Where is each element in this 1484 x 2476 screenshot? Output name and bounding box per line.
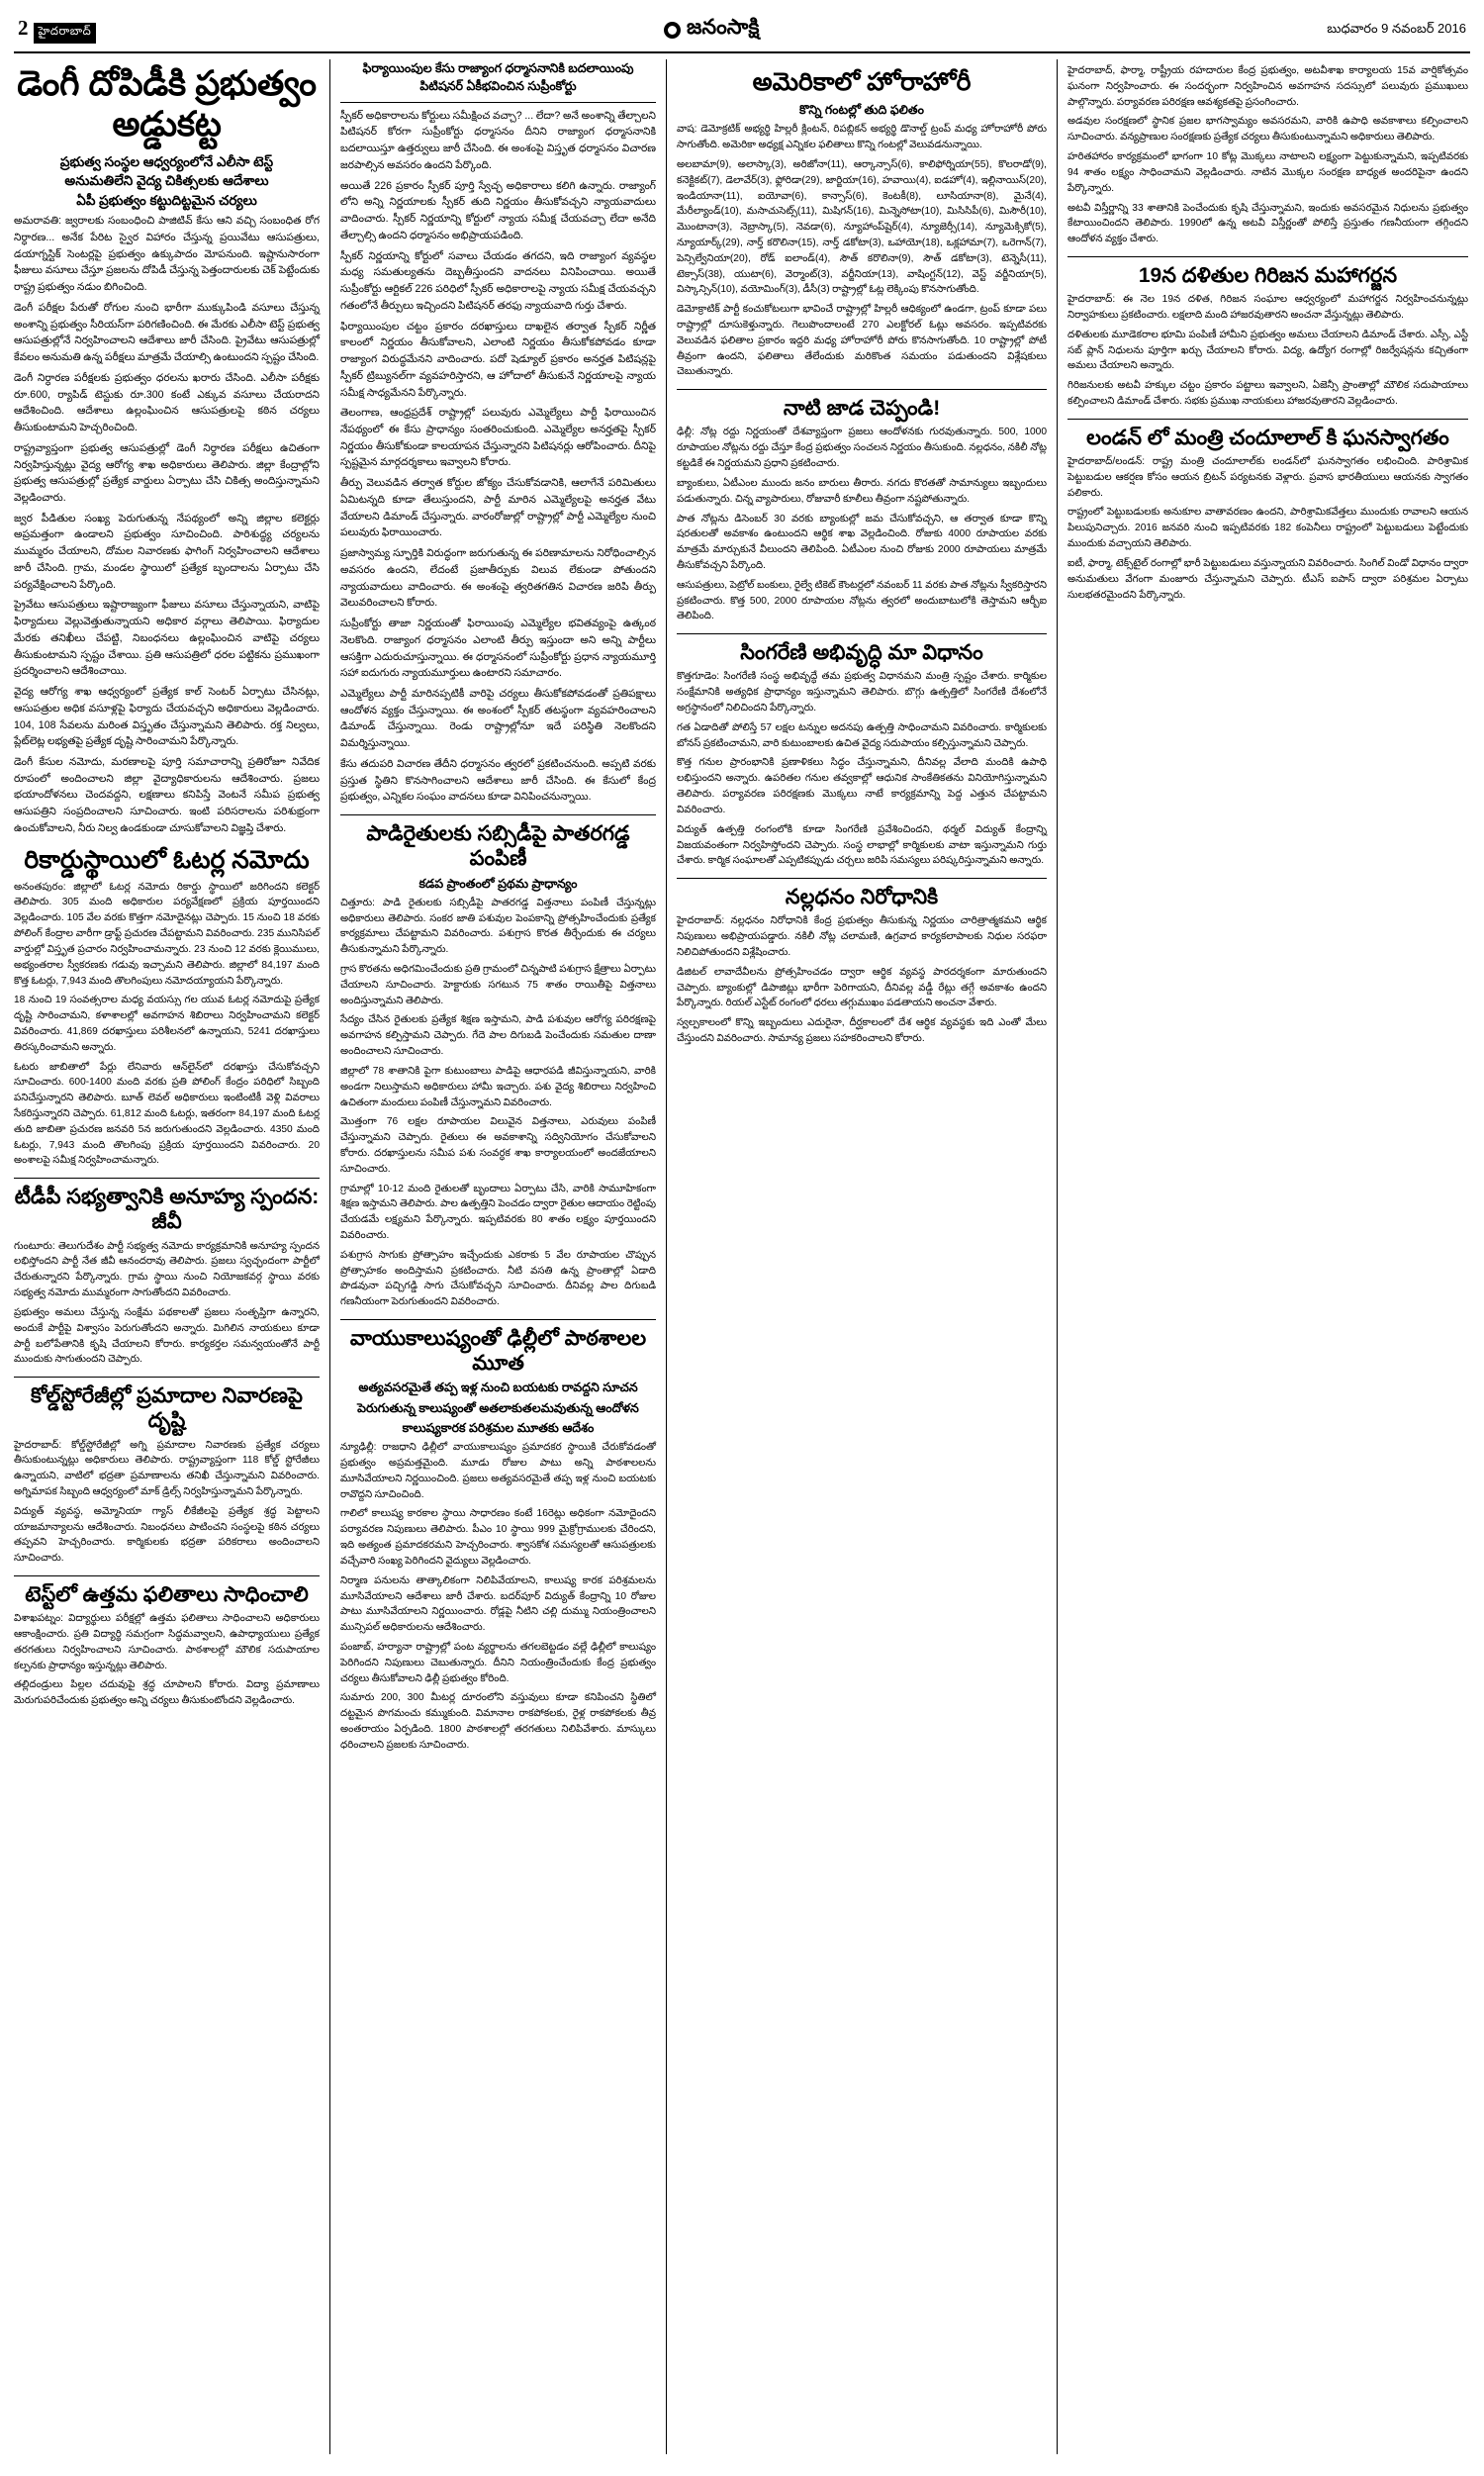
city-badge: హైదరాబాద్ (34, 23, 97, 44)
headline-dairy-farmers: పాడిరైతులకు సబ్సిడీపై పాతరగడ్డ పంపిణీ (366, 822, 630, 871)
article-paragraph: హైదరాబాద్: నల్లధనం నిరోధానికి కేంద్ర ప్రభుత్వం తీసుకున్న నిర్ణయం చారిత్రాత్మకమని ఆర్థిక నిపుణులు అభిప్రాయపడ్డారు. నకిలీ నోట్ల చలామణి, ఉగ్రవాద కార్యకలాపాలకు నిధుల సరఫరా నిలిచిపోతుందని విశ్లేషించారు. (677, 915, 1047, 958)
article-paragraph: దళితులకు మూడెకరాల భూమి పంపిణీ హామీని ప్రభుత్వం అమలు చేయాలని డిమాండ్ చేశారు. ఎస్సీ, ఎస్టీ సబ్ ప్లాన్ నిధులను పూర్తిగా ఖర్చు చేయాలని కోరారు. విద్య, ఉద్యోగ రంగాల్లో రిజర్వేషన్లను కచ్చితంగా అమలు చేయాలని అన్నారు. (1067, 329, 1468, 372)
column-4 (1058, 59, 1468, 2454)
subhead-us-election: కొన్ని గంటల్లో తుది ఫలితం (799, 103, 924, 117)
article-paragraph: మొత్తంగా 76 లక్షల రూపాయల విలువైన విత్తనాలు, ఎరువులు పంపిణీ చేస్తున్నామని చెప్పారు. రైతులు ఈ అవకాశాన్ని సద్వినియోగం చేసుకోవాలని కోరారు. దరఖాస్తులను సమీప పశు సంవర్ధక శాఖ కార్యాలయంలో అందజేయాలని సూచించారు. (340, 1116, 656, 1175)
article-paragraph: గిరిజనులకు అటవీ హక్కుల చట్టం ప్రకారం పట్టాలు ఇవ్వాలని, ఏజెన్సీ ప్రాంతాల్లో మౌలిక సదుపాయాలు కల్పించాలని డిమాండ్ చేశారు. సభకు ప్రముఖ నాయకులు హాజరవుతారని వెల్లడించారు. (1067, 380, 1468, 407)
article-paragraph: డెంగీ కేసుల నమోదు, మరణాలపై పూర్తి సమాచారాన్ని ప్రతిరోజూ నివేదిక రూపంలో అందించాలని జిల్లా వైద్యాధికారులను ఆదేశించారు. ప్రజలు భయాందోళనలు చెందవద్దని, లక్షణాలు కనిపిస్తే వెంటనే సమీప ప్రభుత్వ ఆసుపత్రిని సంప్రదించాలని సూచించారు. ఇంటి పరిసరాలను పరిశుభ్రంగా ఉంచుకోవాలని, నీరు నిల్వ ఉండకుండా చూసుకోవాలని విజ్ఞప్తి చేశారు. (14, 756, 320, 834)
article-paragraph: తెలంగాణ, ఆంధ్రప్రదేశ్ రాష్ట్రాల్లో పలువురు ఎమ్మెల్యేలు పార్టీ ఫిరాయించిన నేపథ్యంలో ఈ కేసు ప్రాధాన్యం సంతరించుకుంది. ఎమ్మెల్యేల అనర్హతపై స్పీకర్ నిర్ణయం తీసుకోకుండా కాలయాపన చేస్తున్నారని పిటిషనర్లు ఆరోపించారు. దీనిపై స్పష్టమైన మార్గదర్శకాలు ఇవ్వాలని కోరారు. (340, 407, 656, 469)
article-paragraph: కొత్తగూడెం: సింగరేణి సంస్థ అభివృద్ధే తమ ప్రభుత్వ విధానమని మంత్రి స్పష్టం చేశారు. కార్మికుల సంక్షేమానికి అత్యధిక ప్రాధాన్యం ఇస్తున్నామని తెలిపారు. బొగ్గు ఉత్పత్తిలో సింగరేణి దేశంలోనే అగ్రస్థానంలో నిలిచిందని పేర్కొన్నారు. (677, 671, 1047, 714)
article-paragraph: గుంటూరు: తెలుగుదేశం పార్టీ సభ్యత్వ నమోదు కార్యక్రమానికి అనూహ్య స్పందన లభిస్తోందని పార్టీ నేత జీవీ ఆనందరావు తెలిపారు. ప్రజలు స్వచ్ఛందంగా పార్టీలో చేరుతున్నారని పేర్కొన్నారు. గ్రామ స్థాయి నుంచి నియోజకవర్గ స్థాయి వరకు సభ్యత్వ నమోదు ముమ్మరంగా సాగుతోందని వివరించారు. (14, 1240, 320, 1299)
section-divider (14, 1178, 320, 1179)
article-paragraph: సేద్యం చేసిన రైతులకు ప్రత్యేక శిక్షణ ఇస్తామని, పాడి పశువుల ఆరోగ్య పరిరక్షణపై అవగాహన కల్పిస్తామని చెప్పారు. గేదె పాల దిగుబడి పెంచేందుకు సమతుల దాణా అందించాలని సూచించారు. (340, 1014, 656, 1058)
headline-blackmoney: నల్లధనం నిరోధానికి (785, 886, 939, 909)
logo-icon (664, 22, 681, 39)
article-paragraph: రాష్ట్రంలో పెట్టుబడులకు అనుకూల వాతావరణం ఉందని, పారిశ్రామికవేత్తలు ముందుకు రావాలని ఆయన పిలుపునిచ్చారు. 2016 జనవరి నుంచి ఇప్పటివరకు 182 కంపెనీలు రాష్ట్రంలో పెట్టుబడులు పెట్టేందుకు ముందుకు వచ్చాయని తెలిపారు. (1067, 507, 1468, 550)
article-paragraph: వైద్య ఆరోగ్య శాఖ ఆధ్వర్యంలో ప్రత్యేక కాల్ సెంటర్ ఏర్పాటు చేసినట్లు, ఆసుపత్రుల అధిక వసూళ్లపై ఫిర్యాదు చేయవచ్చని అధికారులు వెల్లడించారు. 104, 108 సేవలను మరింత విస్తృతం చేస్తున్నామని తెలిపారు. రక్త నిల్వలు, ప్లేట్‌లెట్ల లభ్యతపై ప్రత్యేక దృష్టి సారించామని పేర్కొన్నారు. (14, 686, 320, 748)
article-paragraph: జిల్లాలో 78 శాతానికి పైగా కుటుంబాలు పాడిపై ఆధారపడి జీవిస్తున్నాయని, వారికి అండగా నిలుస్తామని అధికారులు హామీ ఇచ్చారు. పశు వైద్య శిబిరాలు నిర్వహించి ఉచితంగా మందులు పంపిణీ చేస్తున్నామని వివరించారు. (340, 1065, 656, 1108)
article-paragraph: తల్లిదండ్రులు పిల్లల చదువుపై శ్రద్ధ చూపాలని కోరారు. విద్యా ప్రమాణాలు మెరుగుపరిచేందుకు ప్రభుత్వం అన్ని చర్యలు తీసుకుంటోందని వెల్లడించారు. (14, 1679, 320, 1707)
section-divider (1067, 256, 1468, 257)
column-3 (667, 59, 1058, 2454)
headline-coldstorage: కోల్డ్‌స్టోరేజీల్లో ప్రమాదాల నివారణపై దృష్టి (31, 1384, 303, 1433)
page-number: 2 (18, 16, 29, 40)
article-paragraph: గ్రాస కొరతను అధిగమించేందుకు ప్రతి గ్రామంలో చిన్నపాటి పశుగ్రాస క్షేత్రాలు ఏర్పాటు చేయాలని సూచించారు. హెక్టారుకు సగటున 75 శాతం రాయితీపై విత్తనాలు అందిస్తున్నామని తెలిపారు. (340, 964, 656, 1006)
article-paragraph: కొత్త గనుల ప్రారంభానికి ప్రణాళికలు సిద్ధం చేస్తున్నామని, దీనివల్ల వేలాది మందికి ఉపాధి లభిస్తుందని అన్నారు. ఉపరితల గనుల తవ్వకాల్లో ఆధునిక సాంకేతికతను వినియోగిస్తున్నామని తెలిపారు. పర్యావరణ పరిరక్షణకు మొక్కలు నాటే కార్యక్రమాన్ని పెద్ద ఎత్తున చేపట్టామని వివరించారు. (677, 757, 1047, 815)
section-divider (340, 1319, 656, 1320)
article-paragraph: ఆసుపత్రులు, పెట్రోల్ బంకులు, రైల్వే టికెట్ కౌంటర్లలో నవంబర్ 11 వరకు పాత నోట్లను స్వీకరిస్తారని ప్రకటించారు. కొత్త 500, 2000 రూపాయల నోట్లను త్వరలో అందుబాటులోకి తెస్తామని ఆర్బీఐ తెలిపింది. (677, 579, 1047, 622)
subhead-pollution-3: కాలుష్యకారక పరిశ్రమల మూతకు ఆదేశం (402, 1420, 595, 1435)
article-paragraph-states-list: అలబామా(9), అలాస్కా(3), అరిజోనా(11), ఆర్కాన్సాస్(6), కాలిఫోర్నియా(55), కొలరాడో(9), కనెక్టికట్(7), డెలావేర్(3), ఫ్లోరిడా(29), జార్జియా(16), హవాయి(4), ఐడహో(4), ఇల్లినాయిస్(20), ఇండియానా(11), ఐయోవా(6), కాన్సాస్(6), కెంటకీ(8), లూసియానా(8), మైనే(4), మేరీల్యాండ్(10), మసాచుసెట్స్(11), మిషిగన్(16), మిన్నెసోటా(10), మిసిసిపీ(6), మిసౌరీ(10), మొంటానా(3), నెబ్రాస్కా(5), నెవడా(6), న్యూహాంప్‌షైర్(4), న్యూజెర్సీ(14), న్యూమెక్సికో(5), న్యూయార్క్(29), నార్త్ కరొలినా(15), నార్త్ డకోటా(3), ఒహాయో(18), ఒక్లహామా(7), ఒరెగాన్(7), పెన్సిల్వేనియా(20), రోడ్ ఐలాండ్(4), సౌత్ కరొలినా(9), సౌత్ డకోటా(3), టెన్నెసీ(11), టెక్సాస్(38), యుటా(6), వెర్మాంట్(3), వర్జీనియా(13), వాషింగ్టన్(12), వెస్ట్ వర్జీనియా(5), విస్కాన్సిన్(10), వయోమింగ్(3), డీసీ(3) రాష్ట్రాల్లో ఓట్ల లెక్కింపు కొనసాగుతోంది. (677, 158, 1047, 296)
subhead-pollution-2: పెరుగుతున్న కాలుష్యంతో అతలాకుతలమవుతున్న ఆందోళన (357, 1400, 639, 1415)
article-paragraph: ప్రభుత్వం అమలు చేస్తున్న సంక్షేమ పథకాలతో ప్రజలు సంతృప్తిగా ఉన్నారని, అందుకే పార్టీపై విశ్వాసం పెరుగుతోందని అన్నారు. మిగిలిన నాయకులు కూడా పార్టీ బలోపేతానికి కృషి చేయాలని కోరారు. కార్యకర్తల సమన్వయంతోనే పార్టీ ముందుకు సాగుతుందని చెప్పారు. (14, 1306, 320, 1366)
section-divider (677, 633, 1047, 634)
masthead (14, 10, 1470, 49)
article-paragraph: తీర్పు వెలువడిన తర్వాత కోర్టుల జోక్యం చేసుకోవడానికి, ఆలాగేనే పరిమితులు ఏమిటన్నది కూడా తేలుస్తుందని, పార్టీ మారిన ఎమ్మెల్యేలపై అనర్హత వేటు వేయాలని డిమాండ్ చేస్తున్నారు. వారంరోజుల్లో రాష్ట్రాల్లో పార్టీ ఎమ్మెల్యేల నుంచి పలువురు ఫిరాయించారు. (340, 477, 656, 539)
headline-us-election: అమెరికాలో హోరాహోరీ (752, 68, 972, 96)
kicker-petitioner: పిటిషనర్ ఏకీభవించిన సుప్రీంకోర్టు (419, 78, 577, 93)
section-divider (14, 1377, 320, 1378)
article-paragraph: ఫిర్యాయింపుల చట్టం ప్రకారం దరఖాస్తులు దాఖలైన తర్వాత స్పీకర్ నిర్ణీత కాలంలో నిర్ణయం తీసుకోవాలని, ఎలాంటి నిర్ణయం తీసుకోకపోవడం కూడా రాజ్యాంగ విరుద్ధమేనని వాదించారు. పదో షెడ్యూల్ ప్రకారం అనర్హత పిటిషన్లపై స్పీకర్ ట్రిబ్యునల్‌గా వ్యవహరిస్తారని, ఆ హోదాలో తీసుకునే నిర్ణయాలపై న్యాయ సమీక్ష సాధ్యమేనని పేర్కొన్నారు. (340, 320, 656, 399)
masthead-divider (14, 51, 1470, 53)
article-paragraph: అడవుల సంరక్షణలో స్థానిక ప్రజల భాగస్వామ్యం అవసరమని, వారికి ఉపాధి అవకాశాలు కల్పించాలని సూచించారు. వన్యప్రాణుల సంరక్షణకు ప్రత్యేక చర్యలు తీసుకుంటున్నామని అధికారులు తెలిపారు. (1067, 116, 1468, 143)
article-paragraph: డెంగీ నిర్ధారణ పరీక్షలకు ప్రభుత్వం ధరలను ఖరారు చేసింది. ఎలీసా పరీక్షకు రూ.600, ర్యాపిడ్ టెస్టుకు రూ.300 కంటే ఎక్కువ వసూలు చేయరాదని ఆదేశించింది. ఆదేశాలు ఉల్లంఘించిన ఆసుపత్రులపై కఠిన చర్యలు తీసుకుంటామని హెచ్చరించింది. (14, 371, 320, 434)
masthead-title-group (664, 16, 759, 45)
article-paragraph: పశుగ్రాస సాగుకు ప్రోత్సాహం ఇచ్చేందుకు ఎకరాకు 5 వేల రూపాయల చొప్పున ప్రోత్సాహకం అందిస్తామని ప్రకటించారు. నీటి వసతి ఉన్న ప్రాంతాల్లో ఏడాది పొడవునా పచ్చిగడ్డి సాగు చేసుకోవచ్చని సూచించారు. దీనివల్ల పాల దిగుబడి గణనీయంగా పెరుగుతుందని వివరించారు. (340, 1249, 656, 1308)
headline-tdp-membership: టీడీపీ సభ్యత్వానికి అనూహ్య స్పందన: జీవీ (14, 1186, 320, 1234)
section-divider (677, 878, 1047, 879)
article-paragraph: హైదరాబాద్, ఫార్మా, రాష్ట్రీయ రహదారుల కేంద్ర ప్రభుత్వం, అటవీశాఖ కార్యాలయ 15వ వార్షికోత్సవం ఘనంగా నిర్వహించారు. ఈ సందర్భంగా నిర్వహించిన అవగాహన సదస్సులో పలువురు ప్రముఖులు పాల్గొన్నారు. పర్యావరణ పరిరక్షణ ఆవశ్యకతపై ప్రసంగించారు. (1067, 65, 1468, 108)
article-paragraph: నిర్మాణ పనులను తాత్కాలికంగా నిలిపివేయాలని, కాలుష్య కారక పరిశ్రమలను మూసివేయాలని ఆదేశాలు జారీ చేశారు. బదర్‌పూర్ విద్యుత్ కేంద్రాన్ని 10 రోజుల పాటు మూసివేయాలని నిర్ణయించారు. రోడ్లపై నీటిని చల్లి దుమ్ము నియంత్రించాలని మున్సిపల్ అధికారులను ఆదేశించారు. (340, 1574, 656, 1634)
lead-headline: డెంగీ దోపిడీకి ప్రభుత్వం అడ్డుకట్ట (17, 64, 317, 144)
article-paragraph: సుమారు 200, 300 మీటర్ల దూరంలోని వస్తువులు కూడా కనిపించని స్థితిలో దట్టమైన పొగమంచు కమ్ముకుంది. విమానాల రాకపోకలకు, రైళ్ల రాకపోకలకు తీవ్ర అంతరాయం ఏర్పడింది. 1800 పాఠశాలల్లో తరగతులు నిలిపివేశారు. మాస్కులు ధరించాలని ప్రజలకు సూచించారు. (340, 1692, 656, 1751)
kicker-defection-case: ఫిర్యాయింపుల కేసు రాజ్యాంగ ధర్మాసనానికి బదలాయింపు (362, 61, 634, 75)
article-paragraph: ప్రజాస్వామ్య స్ఫూర్తికి విరుద్ధంగా జరుగుతున్న ఈ పరిణామాలను నిరోధించాల్సిన అవసరం ఉందని, లేదంటే ప్రజాతీర్పుకు విలువ లేకుండా పోతుందని న్యాయవాదులు వాదించారు. ఈ అంశంపై త్వరితగతిన విచారణ జరిపి తీర్పు వెలువరించాలని కోరారు. (340, 547, 656, 610)
article-paragraph: సుప్రీంకోర్టు తాజా నిర్ణయంతో ఫిరాయింపు ఎమ్మెల్యేల భవితవ్యంపై ఉత్కంఠ నెలకొంది. రాజ్యాంగ ధర్మాసనం ఎలాంటి తీర్పు ఇస్తుందా అని అన్ని పార్టీలు ఆసక్తిగా ఎదురుచూస్తున్నాయి. ఈ ధర్మాసనంలో సుప్రీంకోర్టు ప్రధాన న్యాయమూర్తి సహా ఐదుగురు న్యాయమూర్తులు ఉంటారని సమాచారం. (340, 618, 656, 680)
headline-dalit-rally: 19న దళితుల గిరిజన మహాగర్జన (1138, 263, 1398, 287)
article-paragraph: విద్యుత్ వ్యవస్థ, అమ్మోనియా గ్యాస్ లీకేజీలపై ప్రత్యేక శ్రద్ధ పెట్టాలని యాజమాన్యాలను ఆదేశించారు. నిబంధనలు పాటించని సంస్థలపై కఠిన చర్యలు తప్పవని హెచ్చరించారు. కార్మికులకు భద్రతా పరికరాలు అందించాలని సూచించారు. (14, 1505, 320, 1565)
columns-container (14, 59, 1470, 2454)
section-divider (1067, 419, 1468, 420)
article-paragraph: ఎమ్మెల్యేలు పార్టీ మారినప్పటికీ వారిపై చర్యలు తీసుకోకపోవడంతో ప్రతిపక్షాలు ఆందోళన వ్యక్తం చేస్తున్నాయి. ఈ అంశంలో స్పీకర్ తటస్థంగా వ్యవహరించాలని డిమాండ్ చేస్తున్నాయి. రెండు రాష్ట్రాల్లోనూ ఇదే పరిస్థితి నెలకొందని విమర్శిస్తున్నాయి. (340, 687, 656, 750)
article-paragraph: హైదరాబాద్/లండన్: రాష్ట్ర మంత్రి చందూలాల్‌కు లండన్‌లో ఘనస్వాగతం లభించింది. పారిశ్రామిక పెట్టుబడుల ఆకర్షణ కోసం ఆయన బ్రిటన్ పర్యటనకు వెళ్లారు. ప్రవాస భారతీయులు ఆయనకు స్వాగతం పలికారు. (1067, 456, 1468, 499)
article-paragraph: జ్వర పీడితుల సంఖ్య పెరుగుతున్న నేపథ్యంలో అన్ని జిల్లాల కలెక్టర్లు అప్రమత్తంగా ఉండాలని ప్రభుత్వం సూచించింది. పారిశుద్ధ్య చర్యలను ముమ్మరం చేయాలని, దోమల నివారణకు ఫాగింగ్ నిర్వహించాలని ఆదేశాలు జారీ చేసింది. గ్రామ, మండల స్థాయిలో ప్రత్యేక బృందాలను ఏర్పాటు చేసి పర్యవేక్షించాలని పేర్కొంది. (14, 512, 320, 591)
article-paragraph: అనంతపురం: జిల్లాలో ఓటర్ల నమోదు రికార్డు స్థాయిలో జరిగిందని కలెక్టర్ తెలిపారు. 305 మంది అధికారుల పర్యవేక్షణలో ప్రక్రియ పూర్తయిందని వెల్లడించారు. 105 వేల వరకు కొత్తగా నమోదైనట్లు చెప్పారు. 15 నుంచి 18 వరకు పోలింగ్ కేంద్రాల వారీగా డ్రాఫ్ట్ ప్రచురణ చేపట్టామని వివరించారు. 235 మునిసిపల్ వార్డుల్లో విస్తృత ప్రచారం నిర్వహించామన్నారు. 23 నుంచి 12 వరకు క్లెయిములు, అభ్యంతరాల స్వీకరణకు గడువు ఇచ్చామని తెలిపారు. జిల్లాలో 84,197 మంది కొత్త ఓటర్లు, 7,943 మంది తొలగింపులు నమోదయ్యాయని పేర్కొన్నారు. (14, 881, 320, 987)
article-paragraph: స్పీకర్ అధికారాలను కోర్టులు సమీక్షించ వచ్చా? ... లేదా? అనే అంశాన్ని తేల్చాలని పిటిషనర్ కోరగా సుప్రీంకోర్టు ధర్మాసనం దీనిని రాజ్యాంగ ధర్మాసనానికి బదలాయిస్తూ ఉత్తర్వులు జారీ చేసింది. ఈ అంశంపై విస్తృత ధర్మాసనం విచారణ జరపాల్సిన అవసరం ఉందని పేర్కొంది. (340, 109, 656, 171)
headline-test-results: టెస్ట్‌లో ఉత్తమ ఫలితాలు సాధించాలి (25, 1583, 309, 1607)
subhead-dairy-farmers: కడప ప్రాంతంలో ప్రథమ ప్రాధాన్యం (418, 876, 578, 891)
masthead-left (18, 16, 96, 44)
article-paragraph: ప్రైవేటు ఆసుపత్రులు ఇష్టారాజ్యంగా ఫీజులు వసూలు చేస్తున్నాయని, వాటిపై ఫిర్యాదులు వెల్లువెత్తుతున్నాయని అధికార వర్గాలు తెలిపాయి. ఫిర్యాదుల మేరకు తనిఖీలు చేపట్టి, నిబంధనలు ఉల్లంఘించిన వాటిపై చర్యలు తీసుకుంటామని స్పష్టం చేశాయి. ప్రతి ఆసుపత్రిలో ధరల పట్టికను ప్రముఖంగా ప్రదర్శించాలని ఆదేశించాయి. (14, 599, 320, 678)
article-paragraph: ఓటరు జాబితాలో పేర్లు లేనివారు ఆన్‌లైన్‌లో దరఖాస్తు చేసుకోవచ్చని సూచించారు. 600-1400 మంది వరకు ప్రతి పోలింగ్ కేంద్రం పరిధిలో సిబ్బంది పనిచేస్తున్నారని తెలిపారు. బూత్ లెవల్ అధికారులు ఇంటింటికీ వెళ్లి వివరాలు సేకరిస్తున్నారని చెప్పారు. 61,812 మంది ఓటర్లు, ఇతరంగా 84,197 మంది ఓటర్ల తుది జాబితా ప్రచురణ జనవరి 5న జరుగుతుందని వెల్లడించారు. 4350 మంది ఓటర్లు, 7,943 మంది తొలగింపు ప్రక్రియ పూర్తయిందని వివరించారు. 20 అంశాలపై సమీక్ష నిర్వహించామన్నారు. (14, 1061, 320, 1167)
publication-title: జనంసాక్షి (687, 15, 760, 39)
article-paragraph: స్పీకర్ నిర్ణయాన్ని కోర్టులో సవాలు చేయడం తగదని, ఇది రాజ్యాంగ వ్యవస్థల మధ్య సమతుల్యతను దెబ్బతీస్తుందని వాదనలు వినిపించాయి. అయితే సుప్రీంకోర్టు ఆర్టికల్ 226 పరిధిలో స్పీకర్ అధికారాలపై న్యాయ సమీక్ష చేయవచ్చని గతంలోనే తీర్పులు ఇచ్చిందని పిటిషనర్ తరఫు న్యాయవాది గుర్తు చేశారు. (340, 249, 656, 312)
lead-deck-1: ప్రభుత్వ సంస్థల ఆధ్వర్యంలోనే ఎలీసా టెస్ట్ (59, 153, 274, 169)
article-paragraph: బ్యాంకులు, ఏటీఎంల ముందు జనం బారులు తీరారు. నగదు కొరతతో సామాన్యులు ఇబ్బందులు పడుతున్నారు. చిన్న వ్యాపారులు, రోజువారీ కూలీలు తీవ్రంగా నష్టపోతున్నారు. (677, 477, 1047, 505)
column-2 (330, 59, 667, 2454)
article-paragraph: గత ఏడాదితో పోలిస్తే 57 లక్షల టన్నుల అదనపు ఉత్పత్తి సాధించామని వివరించారు. కార్మికులకు బోనస్ ప్రకటించామని, వారి కుటుంబాలకు ఉచిత వైద్య సదుపాయం కల్పిస్తున్నామని చెప్పారు. (677, 721, 1047, 749)
headline-minister-london: లండన్ లో మంత్రి చందూలాల్ కి ఘనస్వాగతం (1086, 426, 1449, 449)
headline-currency-note: నాటి జాడ చెప్పండి! (783, 397, 941, 421)
article-paragraph: కేసు తదుపరి విచారణ తేదీని ధర్మాసనం త్వరలో ప్రకటించనుంది. అప్పటి వరకు ప్రస్తుత స్థితిని కొనసాగించాలని ఆదేశాలు జారీ చేసింది. ఈ కేసులో కేంద్ర ప్రభుత్వం, ఎన్నికల సంఘం వాదనలు కూడా వినిపించనున్నాయి. (340, 757, 656, 804)
publication-date: బుధవారం 9 నవంబర్ 2016 (1327, 20, 1466, 36)
article-paragraph: డెమోక్రాటిక్ పార్టీ కంచుకోటలుగా భావించే రాష్ట్రాల్లో హిల్లరీ ఆధిక్యంలో ఉండగా, ట్రంప్ కూడా పలు రాష్ట్రాల్లో దూసుకెళ్తున్నారు. గెలుపొందాలంటే 270 ఎలక్టోరల్ ఓట్లు అవసరం. ఇప్పటివరకు వెలువడిన ఫలితాల ప్రకారం ఇద్దరి మధ్య హోరాహోరీ పోరు కొనసాగుతోంది. 10 రాష్ట్రాల్లో పోటీ తీవ్రంగా ఉందని, ఫలితాలు తేలేందుకు మరికొంత సమయం పడుతుందని విశ్లేషకులు చెబుతున్నారు. (677, 304, 1047, 378)
section-divider (340, 102, 656, 103)
article-paragraph: ఐటీ, ఫార్మా, టెక్స్‌టైల్ రంగాల్లో భారీ పెట్టుబడులు వస్తున్నాయని వివరించారు. సింగిల్ విండో విధానం ద్వారా అనుమతులు వేగంగా మంజూరు చేస్తున్నామని చెప్పారు. టీఎస్ ఐపాస్ ద్వారా పరిశ్రమల ఏర్పాటు సులభతరమైందని పేర్కొన్నారు. (1067, 557, 1468, 601)
article-paragraph: అమరావతి: జ్వరాలకు సంబంధించి పాజిటివ్ కేసు ఆని వచ్చి సంబంధిత రోగ నిర్ధారణ... అనేక పేరిట స్వైర విహారం చేస్తున్న ప్రయివేటు ఆసుపత్రులు, డయాగ్నస్టిక్ సెంటర్లపై ప్రభుత్వం ఉక్కుపాదం మోపనుంది. ఇష్టానుసారంగా ఫీజులు వసూలు చేస్తూ ప్రజలను దోపిడీ చేస్తున్న పెత్తందారులకు చెక్ పెట్టేందుకు రాష్ట్ర ప్రభుత్వం నడుం బిగించింది. (14, 215, 320, 294)
article-paragraph: డిజిటల్ లావాదేవీలను ప్రోత్సహించడం ద్వారా ఆర్థిక వ్యవస్థ పారదర్శకంగా మారుతుందని చెప్పారు. బ్యాంకుల్లో డిపాజిట్లు భారీగా పెరిగాయని, దీనివల్ల వడ్డీ రేట్లు తగ్గే అవకాశం ఉందని పేర్కొన్నారు. రియల్ ఎస్టేట్ రంగంలో ధరలు తగ్గుముఖం పడతాయని అంచనా వేశారు. (677, 966, 1047, 1009)
article-paragraph: స్వల్పకాలంలో కొన్ని ఇబ్బందులు ఎదురైనా, దీర్ఘకాలంలో దేశ ఆర్థిక వ్యవస్థకు ఇది ఎంతో మేలు చేస్తుందని వివరించారు. సామాన్య ప్రజలు సహకరించాలని కోరారు. (677, 1017, 1047, 1044)
article-paragraph: వాష: డెమోక్రటిక్ అభ్యర్థి హిల్లరీ క్లింటన్, రిపబ్లికన్ అభ్యర్థి డొనాల్డ్ ట్రంప్ మధ్య హోరాహోరీ పోరు సాగుతోంది. అమెరికా అధ్యక్ష ఎన్నికల ఫలితాలు కొన్ని గంటల్లో వెలువడనున్నాయి. (677, 124, 1047, 151)
article-paragraph: హైదరాబాద్: కోల్డ్‌స్టోరేజీల్లో అగ్ని ప్రమాదాల నివారణకు ప్రత్యేక చర్యలు తీసుకుంటున్నట్లు అధికారులు తెలిపారు. రాష్ట్రవ్యాప్తంగా 118 కోల్డ్ స్టోరేజీలు ఉన్నాయని, వాటిలో భద్రతా ప్రమాణాలను తనిఖీ చేస్తున్నామని వివరించారు. అగ్నిమాపక సిబ్బంది ఆధ్వర్యంలో మాక్ డ్రిల్స్ నిర్వహిస్తున్నామని పేర్కొన్నారు. (14, 1439, 320, 1497)
headline-voter-registration: రికార్డుస్థాయిలో ఓటర్ల నమోదు (24, 845, 310, 874)
article-paragraph: అయితే 226 ప్రకారం స్పీకర్ పూర్తి స్వేచ్ఛ అధికారాలు కలిగి ఉన్నారు. రాజ్యాంగ్ లోని అన్ని నిర్ణయాలకు స్పీకర్ తుది నిర్ణయం తీసుకోవచ్చని న్యాయవాదులు వాదించారు. స్పీకర్ నిర్ణయాన్ని కోర్టులో న్యాయ సమీక్ష చేయవచ్చా లేదా అనేది తేల్చాల్సి ఉందని ధర్మాసనం అభిప్రాయపడింది. (340, 179, 656, 241)
article-paragraph: గాలిలో కాలుష్య కారకాల స్థాయి సాధారణం కంటే 16రెట్లు అధికంగా నమోదైందని పర్యావరణ నిపుణులు తెలిపారు. పీఎం 10 స్థాయి 999 మైక్రోగ్రాములకు చేరిందని, ఇది అత్యంత ప్రమాదకరమని హెచ్చరించారు. శ్వాసకోశ సమస్యలతో ఆసుపత్రులకు వచ్చేవారి సంఖ్య పెరిగిందని వైద్యులు వెల్లడించారు. (340, 1508, 656, 1567)
article-paragraph: డెంగీ పరీక్షల పేరుతో రోగుల నుంచి భారీగా ముక్కుపిండి వసూలు చేస్తున్న అంశాన్ని ప్రభుత్వం సీరియస్‌గా పరిగణించింది. ఈ మేరకు ఎలీసా టెస్ట్ ప్రభుత్వ ఆసుపత్రుల్లోనే నిర్వహించాలని ఆదేశాలు జారీ చేసింది. ప్రైవేటు ఆసుపత్రుల్లో కేవలం అనుమతి ఉన్న పరీక్షలు మాత్రమే చేయాల్సి ఉంటుందని స్పష్టం చేసింది. (14, 301, 320, 364)
article-paragraph: న్యూఢిల్లీ: రాజధాని ఢిల్లీలో వాయుకాలుష్యం ప్రమాదకర స్థాయికి చేరుకోవడంతో ప్రభుత్వం అప్రమత్తమైంది. మూడు రోజుల పాటు అన్ని పాఠశాలలను మూసివేయాలని నిర్ణయించింది. ప్రజలు అత్యవసరమైతే తప్ప ఇళ్ల నుంచి బయటకు రావొద్దని సూచించింది. (340, 1442, 656, 1500)
article-paragraph: గ్రామాల్లో 10-12 మంది రైతులతో బృందాలు ఏర్పాటు చేసి, వారికి సామూహికంగా శిక్షణ ఇస్తామని తెలిపారు. పాల ఉత్పత్తిని పెంచడం ద్వారా రైతుల ఆదాయం రెట్టింపు చేయడమే లక్ష్యమని పేర్కొన్నారు. ఇప్పటివరకు 80 శాతం లక్ష్యం పూర్తయిందని వివరించారు. (340, 1183, 656, 1241)
article-paragraph: ఢిల్లీ: నోట్ల రద్దు నిర్ణయంతో దేశవ్యాప్తంగా ప్రజలు ఆందోళనకు గురవుతున్నారు. 500, 1000 రూపాయల నోట్లను రద్దు చేస్తూ కేంద్ర ప్రభుత్వం సంచలన నిర్ణయం తీసుకుంది. నల్లధనం, నకిలీ నోట్ల కట్టడికే ఈ నిర్ణయమని ప్రధాని ప్రకటించారు. (677, 427, 1047, 470)
article-paragraph: పంజాబ్, హర్యానా రాష్ట్రాల్లో పంట వ్యర్థాలను తగలబెట్టడం వల్లే ఢిల్లీలో కాలుష్యం పెరిగిందని నిపుణులు చెబుతున్నారు. దీనిని నియంత్రించేందుకు కేంద్ర ప్రభుత్వం చర్యలు తీసుకోవాలని ఢిల్లీ ప్రభుత్వం కోరింది. (340, 1641, 656, 1684)
article-paragraph: హరితహారం కార్యక్రమంలో భాగంగా 10 కోట్ల మొక్కలు నాటాలని లక్ష్యంగా పెట్టుకున్నామని, ఇప్పటివరకు 94 శాతం లక్ష్యం సాధించామని వెల్లడించారు. నాటిన మొక్కల సంరక్షణ బాధ్యత అందరిపైనా ఉందని పేర్కొన్నారు. (1067, 151, 1468, 194)
article-paragraph: విద్యుత్ ఉత్పత్తి రంగంలోకి కూడా సింగరేణి ప్రవేశించిందని, థర్మల్ విద్యుత్ కేంద్రాన్ని విజయవంతంగా నిర్వహిస్తోందని చెప్పారు. సంస్థ లాభాల్లో కార్మికులకు వాటా ఇస్తున్నామని గుర్తు చేశారు. కార్మిక సంఘాలతో ఎప్పటికప్పుడు చర్చలు జరిపి సమస్యలు పరిష్కరిస్తున్నామని అన్నారు. (677, 823, 1047, 867)
article-paragraph: చిత్తూరు: పాడి రైతులకు సబ్సిడీపై పాతరగడ్డ విత్తనాలు పంపిణీ చేస్తున్నట్లు అధికారులు తెలిపారు. సంకర జాతి పశువుల పెంపకాన్ని ప్రోత్సహించేందుకు ప్రత్యేక కార్యక్రమాలు చేపట్టామని వివరించారు. పశుగ్రాస కొరత తీర్చేందుకు ఈ చర్యలు తీసుకున్నామని పేర్కొన్నారు. (340, 897, 656, 956)
article-paragraph: రాష్ట్రవ్యాప్తంగా ప్రభుత్వ ఆసుపత్రుల్లో డెంగీ నిర్ధారణ పరీక్షలు ఉచితంగా నిర్వహిస్తున్నట్లు వైద్య ఆరోగ్య శాఖ అధికారులు తెలిపారు. జిల్లా కేంద్రాల్లోని ప్రభుత్వ ఆసుపత్రుల్లో ప్రత్యేక వార్డులు ఏర్పాటు చేసి చికిత్స అందిస్తున్నామని వెల్లడించారు. (14, 441, 320, 504)
article-paragraph: అటవీ విస్తీర్ణాన్ని 33 శాతానికి పెంచేందుకు కృషి చేస్తున్నామని, ఇందుకు అవసరమైన నిధులను ప్రభుత్వం కేటాయించిందని తెలిపారు. 1990లో ఉన్న అటవీ విస్తీర్ణంతో పోలిస్తే ప్రస్తుతం గణనీయంగా తగ్గిందని ఆందోళన వ్యక్తం చేశారు. (1067, 202, 1468, 245)
article-paragraph: హైదరాబాద్: ఈ నెల 19న దళిత, గిరిజన సంఘాల ఆధ్వర్యంలో మహాగర్జన నిర్వహించనున్నట్లు నిర్వాహకులు ప్రకటించారు. లక్షలాది మంది హాజరవుతారని అంచనా వేస్తున్నట్లు తెలిపారు. (1067, 294, 1468, 321)
section-divider (677, 389, 1047, 390)
section-divider (14, 1575, 320, 1576)
article-paragraph: 18 నుంచి 19 సంవత్సరాల మధ్య వయస్సు గల యువ ఓటర్ల నమోదుపై ప్రత్యేక దృష్టి సారించామని, కళాశాలల్లో అవగాహన శిబిరాలు నిర్వహించామని కలెక్టర్ వివరించారు. 41,869 దరఖాస్తులు పరిశీలనలో ఉన్నాయని, 5241 దరఖాస్తులు తిరస్కరించామని అన్నారు. (14, 995, 320, 1053)
article-paragraph: పాత నోట్లను డిసెంబర్ 30 వరకు బ్యాంకుల్లో జమ చేసుకోవచ్చని, ఆ తర్వాత కూడా కొన్ని షరతులతో అవకాశం ఉంటుందని ఆర్థిక శాఖ వెల్లడించింది. రోజుకు 4000 రూపాయల వరకు మాత్రమే మార్చుకునే వీలుందని తెలిపింది. ఏటీఎంల నుంచి రోజుకు 2000 రూపాయలు మాత్రమే తీసుకోవచ్చని పేర్కొంది. (677, 513, 1047, 571)
article-paragraph: విశాఖపట్నం: విద్యార్థులు పరీక్షల్లో ఉత్తమ ఫలితాలు సాధించాలని అధికారులు ఆకాంక్షించారు. ప్రతి విద్యార్థి సమగ్రంగా సిద్ధమవ్వాలని, ఉపాధ్యాయులు ప్రత్యేక తరగతులు నిర్వహించాలని సూచించారు. పాఠశాలల్లో మౌలిక సదుపాయాల కల్పనకు ప్రాధాన్యం ఇస్తున్నట్లు తెలిపారు. (14, 1613, 320, 1671)
headline-singareni: సింగరేణి అభివృద్ధి మా విధానం (740, 641, 983, 665)
section-divider (340, 814, 656, 815)
column-1 (14, 59, 330, 2454)
subhead-pollution-1: అత్యవసరమైతే తప్ప ఇళ్ల నుంచి బయటకు రావద్దని సూచన (358, 1381, 638, 1395)
headline-delhi-pollution: వాయుకాలుష్యంతో ఢిల్లీలో పాఠశాలల మూత (349, 1327, 647, 1376)
lead-deck-3: ఏపీ ప్రభుత్వం కట్టుదిట్టమైన చర్యలు (76, 192, 257, 208)
lead-deck-2: అనుమతిలేని వైద్య చికిత్సలకు ఆదేశాలు (64, 173, 269, 189)
